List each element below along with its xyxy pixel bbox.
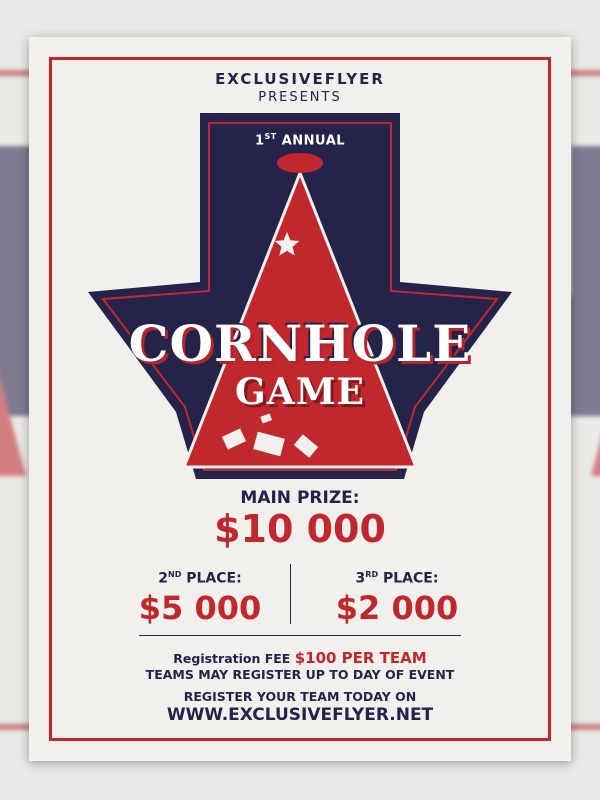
second-place-label: 2ND PLACE:: [158, 570, 242, 587]
flyer: [29, 37, 571, 761]
title-line-1: CORNHOLE: [128, 314, 472, 373]
teams-note: TEAMS MAY REGISTER UP TO DAY OF EVENT: [145, 667, 455, 682]
horizontal-divider: [139, 635, 461, 636]
annual-label: 1ST ANNUAL: [254, 132, 346, 149]
title-line-2: GAME: [235, 371, 365, 413]
third-place-value: $2 000: [335, 588, 459, 627]
cornhole-emblem: [29, 37, 571, 497]
second-place-value: $5 000: [138, 588, 262, 627]
third-place-label: 3RD PLACE:: [355, 570, 439, 587]
registration-fee: Registration FEE $100 PER TEAM: [173, 649, 427, 667]
brand-name: EXCLUSIVEFLYER: [215, 70, 385, 88]
register-call-to-action: REGISTER YOUR TEAM TODAY ON: [183, 689, 417, 704]
hole-icon: [277, 153, 323, 173]
third-place: [307, 570, 487, 627]
website-link[interactable]: WWW.EXCLUSIVEFLYER.NET: [166, 705, 434, 725]
registration-fee-value: $100 PER TEAM: [294, 649, 427, 667]
vertical-divider: [290, 564, 291, 624]
main-prize-label: MAIN PRIZE:: [240, 488, 360, 508]
presents-text: PRESENTS: [258, 90, 342, 105]
main-prize-value: $10 000: [214, 507, 386, 551]
second-place: [110, 570, 290, 627]
